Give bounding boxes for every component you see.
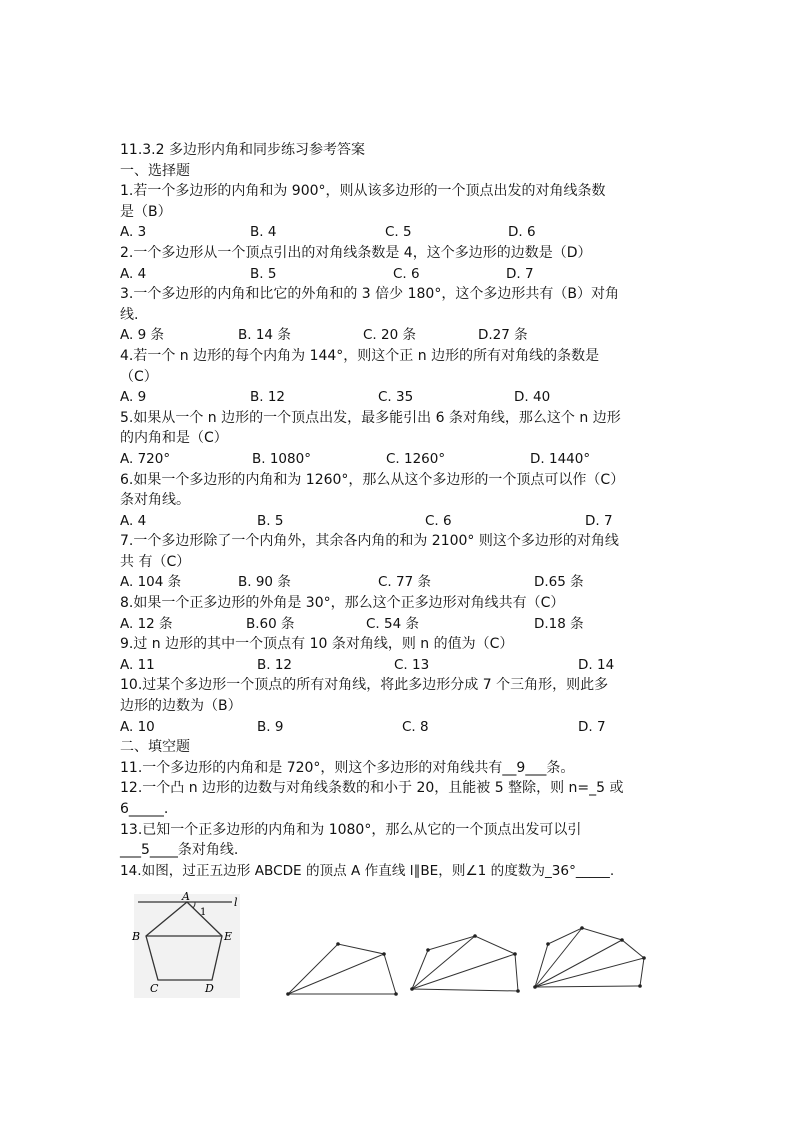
option: C. 6 bbox=[425, 512, 452, 529]
option: D. 6 bbox=[508, 224, 536, 241]
option: A. 9 条 bbox=[120, 327, 164, 344]
label-a: A bbox=[182, 890, 190, 903]
option: A. 12 条 bbox=[120, 615, 173, 632]
option: B. 90 条 bbox=[238, 574, 291, 591]
quadrilateral-figure bbox=[286, 942, 398, 996]
option: D. 40 bbox=[514, 389, 551, 406]
label-b: B bbox=[132, 930, 141, 943]
option: B. 1080° bbox=[252, 450, 311, 467]
option: B. 9 bbox=[257, 718, 284, 735]
option: B. 12 bbox=[250, 389, 286, 406]
page-title: 11.3.2 多边形内角和同步练习参考答案 bbox=[120, 142, 365, 158]
question-text: 6.如果一个多边形的内角和为 1260°，那么从这个多边形的一个顶点可以作（C） bbox=[120, 471, 625, 488]
question-text: 11.一个多边形的内角和是 720°，则这个多边形的对角线共有__9___条。 bbox=[120, 759, 575, 776]
question-text: ___5____条对角线. bbox=[120, 842, 239, 859]
hexagon-diagonals-figure bbox=[533, 926, 646, 989]
option: D. 7 bbox=[585, 512, 613, 529]
question-text: 8.如果一个正多边形的外角是 30°，那么这个正多边形对角线共有（C） bbox=[120, 595, 565, 612]
question-text: 共 有（C） bbox=[120, 553, 191, 570]
answer-options bbox=[120, 655, 680, 676]
option: C. 54 条 bbox=[366, 615, 419, 632]
option: C. 35 bbox=[378, 389, 414, 406]
question-text: 5.如果从一个 n 边形的一个顶点出发，最多能引出 6 条对角线，那么这个 n 边形 bbox=[120, 409, 621, 426]
question-text: 是（B） bbox=[120, 203, 172, 220]
pentagon-diagonals-figure bbox=[410, 934, 520, 993]
option: D. 7 bbox=[578, 718, 606, 735]
option: C. 13 bbox=[394, 656, 430, 673]
answer-options bbox=[120, 222, 680, 243]
option: A. 11 bbox=[120, 656, 155, 673]
label-angle-1: 1 bbox=[200, 907, 207, 918]
answer-options bbox=[120, 717, 680, 738]
option: D.27 条 bbox=[478, 327, 528, 344]
label-l: l bbox=[234, 896, 238, 909]
option: B.60 条 bbox=[246, 615, 295, 632]
question-text: 边形的边数为（B） bbox=[120, 698, 242, 715]
option: D.18 条 bbox=[534, 615, 584, 632]
section-heading: 二、填空题 bbox=[120, 739, 190, 756]
option: C. 6 bbox=[393, 265, 420, 282]
option: A. 9 bbox=[120, 389, 147, 406]
option: D.65 条 bbox=[534, 574, 584, 591]
question-text: 12.一个凸 n 边形的边数与对角线条数的和小于 20，且能被 5 整除，则 n=_5 或 bbox=[120, 780, 624, 797]
option: B. 14 条 bbox=[238, 327, 291, 344]
answer-options bbox=[120, 614, 680, 635]
option: D. 14 bbox=[578, 656, 615, 673]
question-text: 14.如图，过正五边形 ABCDE 的顶点 A 作直线 l∥BE，则∠1 的度数为_36°_____. bbox=[120, 862, 615, 879]
question-text: 线. bbox=[120, 306, 139, 323]
question-text: 10.过某个多边形一个顶点的所有对角线，将此多边形分成 7 个三角形，则此多 bbox=[120, 677, 609, 694]
question-text: 3.一个多边形的内角和比它的外角和的 3 倍少 180°，这个多边形共有（B）对角 bbox=[120, 286, 619, 303]
option: B. 12 bbox=[257, 656, 293, 673]
option: A. 720° bbox=[120, 450, 171, 467]
figures-svg bbox=[120, 890, 680, 1010]
question-text: 条对角线。 bbox=[120, 492, 190, 509]
label-c: C bbox=[150, 982, 159, 995]
option: C. 8 bbox=[402, 718, 429, 735]
option: C. 20 条 bbox=[363, 327, 416, 344]
section-heading: 一、选择题 bbox=[120, 162, 190, 179]
worksheet bbox=[120, 140, 680, 881]
answer-options bbox=[120, 264, 680, 285]
label-e: E bbox=[224, 930, 233, 943]
question-text: 6_____. bbox=[120, 801, 169, 817]
option: C. 77 条 bbox=[378, 574, 431, 591]
question-text: 13.已知一个正多边形的内角和为 1080°，那么从它的一个顶点出发可以引 bbox=[120, 821, 582, 838]
option: A. 4 bbox=[120, 512, 147, 529]
option: A. 104 条 bbox=[120, 574, 182, 591]
option: B. 5 bbox=[257, 512, 284, 529]
label-d: D bbox=[205, 982, 214, 995]
question-text: 9.过 n 边形的其中一个顶点有 10 条对角线，则 n 的值为（C） bbox=[120, 636, 514, 653]
option: C. 5 bbox=[385, 224, 412, 241]
option: B. 5 bbox=[250, 265, 277, 282]
option: A. 3 bbox=[120, 224, 147, 241]
question-text: 2.一个多边形从一个顶点引出的对角线条数是 4，这个多边形的边数是（D） bbox=[120, 244, 592, 261]
answer-options bbox=[120, 511, 680, 532]
option: D. 1440° bbox=[530, 450, 591, 467]
option: C. 1260° bbox=[386, 450, 446, 467]
pentagon-figure bbox=[131, 890, 240, 998]
figures bbox=[120, 890, 680, 1010]
question-text: 的内角和是（C） bbox=[120, 430, 228, 447]
question-text: 1.若一个多边形的内角和为 900°，则从该多边形的一个顶点出发的对角线条数 bbox=[120, 183, 606, 200]
answer-options bbox=[120, 449, 680, 470]
option: B. 4 bbox=[250, 224, 277, 241]
answer-options bbox=[120, 325, 680, 346]
question-text: 7.一个多边形除了一个内角外，其余各内角的和为 2100° 则这个多边形的对角线 bbox=[120, 533, 619, 550]
option: A. 10 bbox=[120, 718, 155, 735]
question-text: （C） bbox=[120, 368, 158, 385]
option: A. 4 bbox=[120, 265, 147, 282]
answer-options bbox=[120, 572, 680, 593]
option: D. 7 bbox=[506, 265, 534, 282]
question-text: 4.若一个 n 边形的每个内角为 144°，则这个正 n 边形的所有对角线的条数是 bbox=[120, 347, 600, 364]
answer-options bbox=[120, 387, 680, 408]
